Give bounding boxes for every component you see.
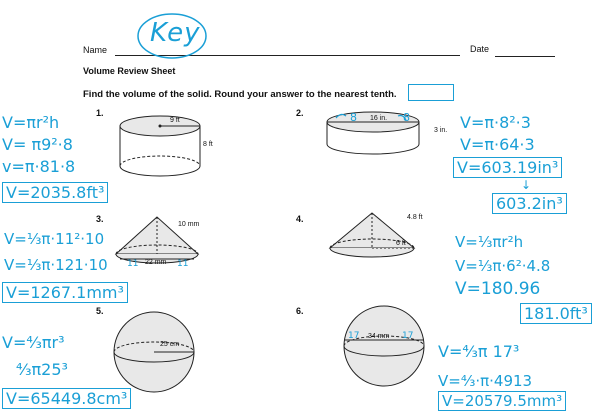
short-cyl-radius-right: 8: [403, 111, 410, 124]
sphere5-radius-label: 25 cm: [160, 341, 180, 348]
problem-number-1: 1.: [96, 108, 104, 118]
cyl-radius-label: 9 ft: [170, 117, 180, 124]
cone3-diameter-label: 22 mm: [145, 259, 167, 266]
name-circle: [135, 10, 210, 62]
p2-answer: V=603.19in³: [453, 157, 562, 178]
sphere6-radius-left: 17: [348, 331, 360, 341]
sphere-figure-5: [108, 306, 200, 398]
cyl-height-label: 8 ft: [203, 141, 213, 148]
short-cyl-height-label: 3 in.: [434, 127, 448, 134]
p6-work-1: V=⁴⁄₃π 17³: [438, 342, 520, 361]
problem-number-6: 6.: [296, 306, 304, 316]
p4-work-2: V=⅓π·6²·4.8: [455, 257, 551, 275]
problem-number-4: 4.: [296, 214, 304, 224]
p2-work-2: V=π·64·3: [460, 135, 535, 154]
sphere6-radius-right: 17: [402, 331, 414, 341]
p4-work-1: V=⅓πr²h: [455, 233, 524, 251]
tenth-box: [408, 84, 454, 101]
p6-answer: V=20579.5mm³: [438, 391, 566, 411]
p3-work-1: V=⅓π·11²·10: [4, 230, 105, 248]
p5-work-1: V=⁴⁄₃πr³: [2, 333, 65, 352]
sphere-figure-6: [338, 300, 430, 392]
p3-answer: V=1267.1mm³: [2, 282, 128, 303]
problem-number-2: 2.: [296, 108, 304, 118]
p2-work-1: V=π·8²·3: [460, 113, 531, 132]
name-label: Name: [83, 45, 108, 55]
p6-work-2: V=⁴⁄₃·π·4913: [438, 372, 533, 390]
name-value: Key: [150, 18, 201, 48]
cone4-radius-label: 6 ft: [396, 240, 406, 247]
problem-number-5: 5.: [96, 306, 104, 316]
sphere6-diameter-label: 34 mm: [368, 333, 390, 340]
cone3-height-label: 10 mm: [178, 221, 200, 228]
p5-work-2: ⁴⁄₃π25³: [16, 360, 68, 379]
cone4-height-label: 4.8 ft: [407, 214, 423, 221]
p1-work-1: V=πr²h: [2, 113, 60, 132]
date-label: Date: [470, 44, 490, 54]
p2-answer-rounded: 603.2in³: [492, 193, 567, 214]
p2-arrow-icon: ↓: [521, 178, 532, 192]
page-title: Volume Review Sheet: [83, 66, 176, 76]
p4-work-3: V=180.96: [455, 279, 541, 299]
p3-work-2: V=⅓π·121·10: [4, 256, 108, 274]
cone3-radius-left: 11: [127, 259, 139, 269]
cone3-radius-right: 11: [177, 259, 189, 269]
p5-answer: V=65449.8cm³: [2, 388, 131, 409]
date-field[interactable]: [495, 44, 555, 57]
p1-work-2: V= π9²·8: [2, 135, 73, 154]
instructions: Find the volume of the solid. Round your answer to the nearest tenth.: [83, 89, 397, 100]
p1-answer: V=2035.8ft³: [2, 182, 108, 203]
cylinder-figure: [112, 108, 212, 183]
short-cyl-diameter-label: 16 in.: [370, 115, 388, 122]
problem-number-3: 3.: [96, 214, 104, 224]
p4-answer: 181.0ft³: [520, 303, 592, 324]
p1-work-3: v=π·81·8: [2, 157, 76, 176]
short-cyl-radius-left: 8: [350, 111, 357, 124]
